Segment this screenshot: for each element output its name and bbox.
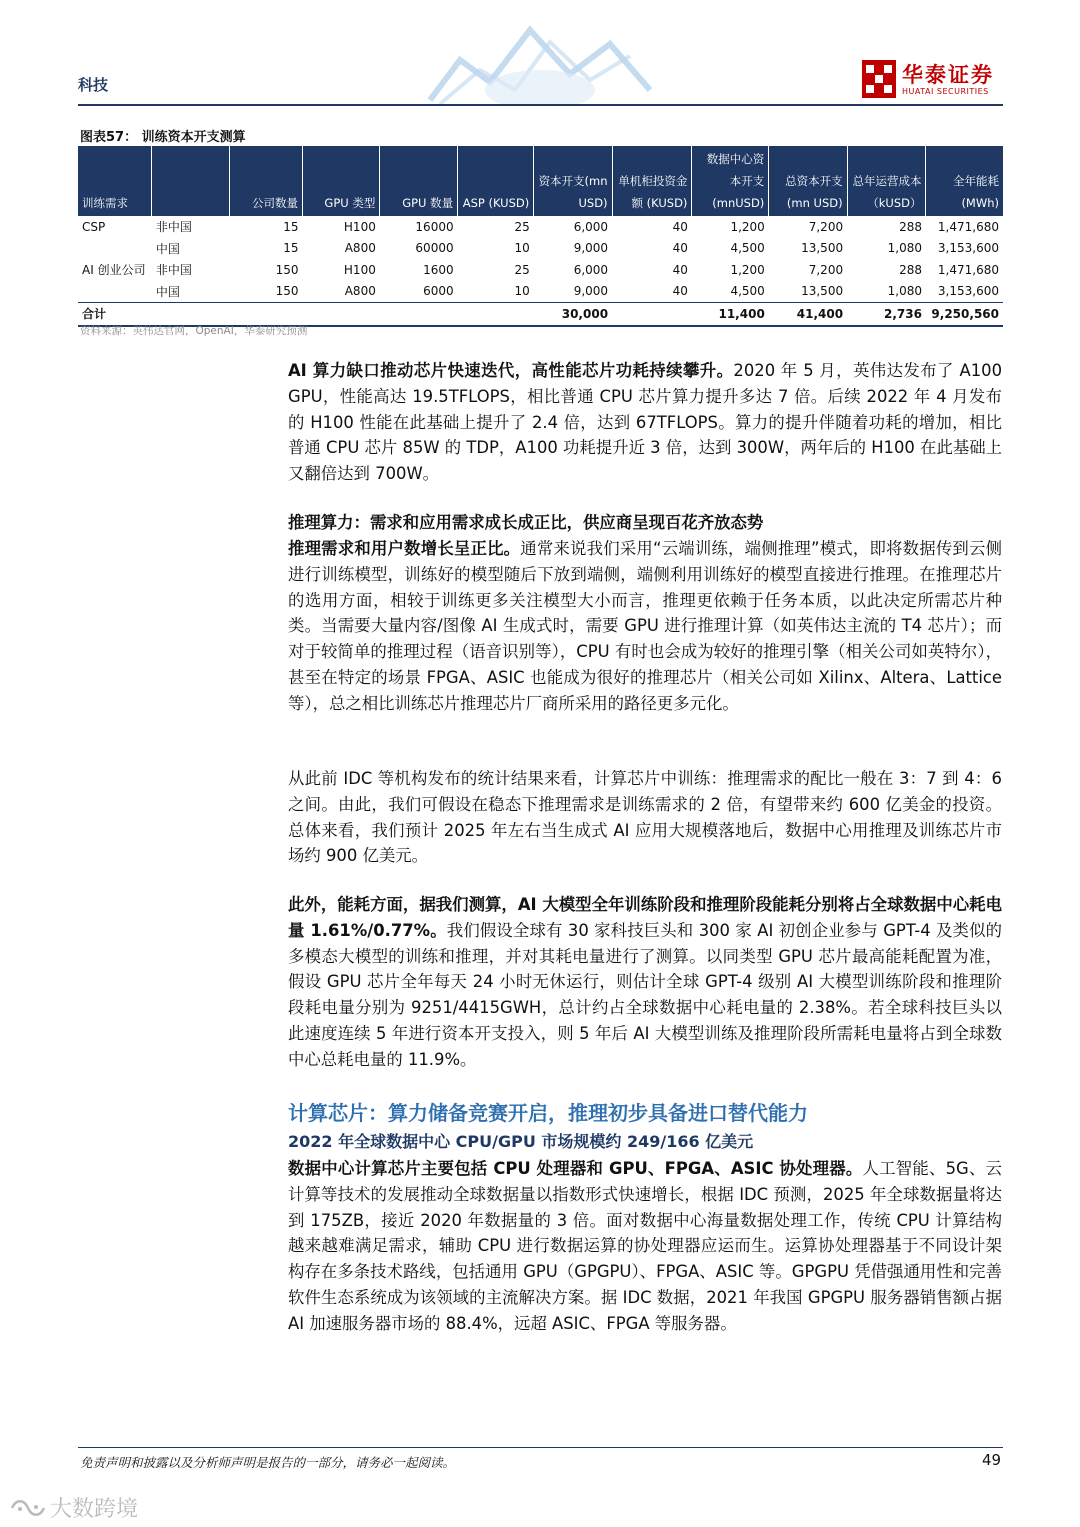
table-cell: 2,736	[847, 303, 926, 326]
watermark	[10, 1492, 138, 1523]
col-header: GPU 数量	[380, 146, 458, 216]
table-row	[78, 281, 1003, 303]
table-cell: 9,000	[573, 241, 609, 256]
table-cell: 40	[672, 262, 688, 277]
header-decoration-graphic	[420, 20, 660, 106]
table-cell: 150	[275, 262, 299, 277]
table-cell: 3,153,600	[937, 241, 999, 256]
col-header: 公司数量	[229, 146, 302, 216]
section-heading: 计算芯片：算力储备竞赛开启，推理初步具备进口替代能力	[288, 1101, 808, 1125]
paragraph-ratio	[288, 766, 1002, 869]
paragraph-text: 通常来说我们采用“云端训练，端侧推理”模式，即将数据传到云侧进行训练模型，训练好的模型随后下放到端侧，端侧利用训练好的模型直接进行推理。在推理芯片的选用方面，相较于训练更多关注模型大小而言，推理更依赖于任务本质，以此决定所需芯片种类。当需要大量内容/图像 AI 生成式时，需要 GPU 进行推理计算（如英伟达主流的 T4 芯片）；而对于较简单的推理过程（语音识别等），CPU 有时也会成为较好的推理引擎（相关公司如英特尔），甚至在特定的场景 FPGA、ASIC 也能成为很好的推理芯片（相关公司如 Xilinx、Altera、Lattice 等），总之相比训练芯片推理芯片厂商所采用的路径更多元化。	[288, 539, 1003, 713]
paragraph-text: 人工智能、5G、云计算等技术的发展推动全球数据量以指数形式快速增长，根据 IDC 预测，2025 年全球数据量将达到 175ZB，接近 2020 年数据量的 3 倍。面对数据中心海量数据处理工作，传统 CPU 计算结构越来越难满足需求，辅助 CPU 进行数据运算的协处理器应运而生。运算协处理器基于不同设计架构存在多条技术路线，包括通用 GPU（GPGPU）、FPGA、ASIC 等。GPGPU 凭借强通用性和完善软件生态系统成为该领域的主流解决方案。据 IDC 数据，2021 年我国 GPGPU 服务器销售额占据 AI 加速服务器市场的 88.4%，远超 ASIC、FPGA 等服务器。	[288, 1159, 1002, 1333]
table-cell: 30,000	[534, 303, 612, 326]
col-header: 总资本开支 (mn USD)	[769, 146, 847, 216]
table-cell: 6,000	[573, 219, 609, 234]
table-cell: 13,500	[801, 284, 844, 299]
footer-divider	[78, 1447, 1003, 1448]
table-cell	[302, 303, 379, 326]
table-cell: 非中国	[155, 263, 192, 278]
table-cell	[380, 303, 458, 326]
training-capex-table	[78, 146, 1003, 327]
table-cell	[612, 303, 692, 326]
table-row	[78, 259, 1003, 281]
table-cell: 40	[672, 284, 688, 299]
report-category: 科技	[78, 76, 109, 94]
table-cell: 288	[899, 262, 922, 277]
table-cell: 4,500	[730, 241, 765, 256]
col-header: GPU 类型	[302, 146, 379, 216]
paragraph-inference-heading	[288, 510, 1002, 536]
table-cell	[78, 238, 152, 260]
huatai-logo	[862, 60, 994, 98]
header-divider	[78, 104, 1003, 106]
table-cell: 288	[899, 219, 922, 234]
col-header: 总年运营成本（kUSD）	[847, 146, 926, 216]
table-cell: 6,000	[573, 262, 609, 277]
figure-source: 资料来源：英伟达官网，OpenAI，华泰研究预测	[80, 325, 308, 337]
paragraph-inference	[288, 536, 1002, 717]
paragraph-text: 从此前 IDC 等机构发布的统计结果来看，计算芯片中训练：推理需求的配比一般在 3：7 到 4：6 之间。由此，我们可假设在稳态下推理需求是训练需求的 2 倍，有望带来约 600 亿美金的投资。总体来看，我们预计 2025 年左右当生成式 AI 应用大规模落地后，数据中心用推理及训练芯片市场约 900 亿美元。	[288, 769, 1002, 866]
table-cell: 15	[283, 241, 299, 256]
table-row	[78, 238, 1003, 260]
paragraph-lead: 推理需求和用户数增长呈正比。	[288, 539, 521, 558]
table-cell: 9,000	[573, 284, 609, 299]
paragraph-text: 我们假设全球有 30 家科技巨头和 300 家 AI 初创企业参与 GPT-4 及类似的多模态大模型的训练和推理，并对其耗电量进行了测算。以同类型 GPU 芯片最高能耗配置为准，假设 GPU 芯片全年每天 24 小时无休运行，则估计全球 GPT-4 级别 AI 大模型训练阶段和推理阶段耗电量分别为 9251/4415GWH，总计约占全球数据中心耗电量的 2.38%。若全球科技巨头以此速度连续 5 年进行资本开支投入，则 5 年后 AI 大模型训练及推理阶段所需耗电量将占到全球数中心总耗电量的 11.9%。	[288, 920, 1002, 1069]
inference-heading: 推理算力：需求和应用需求成长成正比，供应商呈现百花齐放态势	[288, 513, 764, 532]
table-cell: CSP	[82, 219, 106, 234]
table-cell: 1,471,680	[937, 219, 999, 234]
table-cell: 合计	[78, 303, 152, 326]
table-cell: 中国	[155, 241, 180, 256]
table-cell: 10	[514, 241, 530, 256]
footer-disclaimer: 免责声明和披露以及分析师声明是报告的一部分，请务必一起阅读。	[80, 1455, 456, 1470]
table-cell: 25	[514, 262, 530, 277]
table-cell: 15	[283, 219, 299, 234]
paragraph-compute-chips	[288, 1156, 1002, 1337]
figure-title: 图表57： 训练资本开支测算	[80, 130, 246, 145]
col-header: 数据中心资本开支 (mnUSD)	[692, 146, 769, 216]
table-cell: 9,250,560	[926, 303, 1003, 326]
page-number: 49	[982, 1451, 1002, 1469]
table-cell: 1600	[423, 262, 454, 277]
table-cell: 1,200	[730, 262, 765, 277]
table-cell: 1,080	[887, 284, 922, 299]
table-cell: 7,200	[808, 219, 844, 234]
table-cell: 10	[514, 284, 530, 299]
table-cell: 中国	[155, 284, 180, 299]
table-cell: 11,400	[692, 303, 769, 326]
table-row	[78, 216, 1003, 238]
table-cell: H100	[343, 262, 376, 277]
paragraph-chip-iteration	[288, 358, 1002, 487]
table-cell: 1,471,680	[937, 262, 999, 277]
logo-english-name: HUATAI SECURITIES	[902, 86, 989, 96]
table-cell: 4,500	[730, 284, 765, 299]
table-cell	[458, 303, 534, 326]
paragraph-lead: 此外，能耗方面，据我们测算，AI 大模型全年训练阶段和推理阶段能耗分别将占全球数据中心耗电量 1.61%/0.77%。	[288, 895, 1002, 940]
paragraph-lead: 数据中心计算芯片主要包括 CPU 处理器和 GPU、FPGA、ASIC 协处理器。	[288, 1159, 863, 1178]
table-cell: A800	[344, 241, 376, 256]
table-cell: 1,080	[887, 241, 922, 256]
logo-mark-icon	[862, 60, 896, 98]
table-cell: 3,153,600	[937, 284, 999, 299]
logo-chinese-name: 华泰证券	[902, 62, 994, 87]
paragraph-energy	[288, 892, 1002, 1073]
table-cell: 13,500	[801, 241, 844, 256]
table-cell: 41,400	[769, 303, 847, 326]
table-cell: 1,200	[730, 219, 765, 234]
table-cell: 7,200	[808, 262, 844, 277]
table-cell: 40	[672, 241, 688, 256]
paragraph-lead: AI 算力缺口推动芯片快速迭代，高性能芯片功耗持续攀升。	[288, 361, 734, 380]
table-cell: 40	[672, 219, 688, 234]
col-header: 资本开支(mn USD)	[534, 146, 612, 216]
table-cell: 60000	[415, 241, 454, 256]
col-header: 单机柜投资金额 (KUSD)	[612, 146, 692, 216]
paragraph-text: 2020 年 5 月，英伟达发布了 A100 GPU，性能高达 19.5TFLOPS，相比普通 CPU 芯片算力提升多达 7 倍。后续 2022 年 4 月发布的 H100 性能在此基础上提升了 2.4 倍，达到 67TFLOPS。算力的提升伴随着功耗的增加，相比普通 CPU 芯片 85W 的 TDP，A100 功耗提升近 3 倍，达到 300W，两年后的 H100 在此基础上又翻倍达到 700W。	[288, 361, 1003, 484]
watermark-logo-icon	[10, 1497, 46, 1519]
col-header: 训练需求	[78, 146, 152, 216]
table-cell: A800	[344, 284, 376, 299]
table-header-row	[78, 146, 1003, 216]
table-cell	[78, 281, 152, 303]
col-header	[152, 146, 230, 216]
table-cell: 6000	[423, 284, 454, 299]
watermark-text: 大数跨境	[50, 1497, 139, 1522]
table-cell: 16000	[415, 219, 454, 234]
table-cell: AI 创业公司	[82, 263, 146, 278]
sub-heading: 2022 年全球数据中心 CPU/GPU 市场规模约 249/166 亿美元	[288, 1132, 754, 1151]
table-cell: H100	[343, 219, 376, 234]
col-header: 全年能耗 (MWh)	[953, 174, 999, 210]
table-cell: 25	[514, 219, 530, 234]
table-cell: 150	[275, 284, 299, 299]
table-cell: 非中国	[155, 220, 192, 235]
col-header: ASP (KUSD)	[458, 146, 534, 216]
